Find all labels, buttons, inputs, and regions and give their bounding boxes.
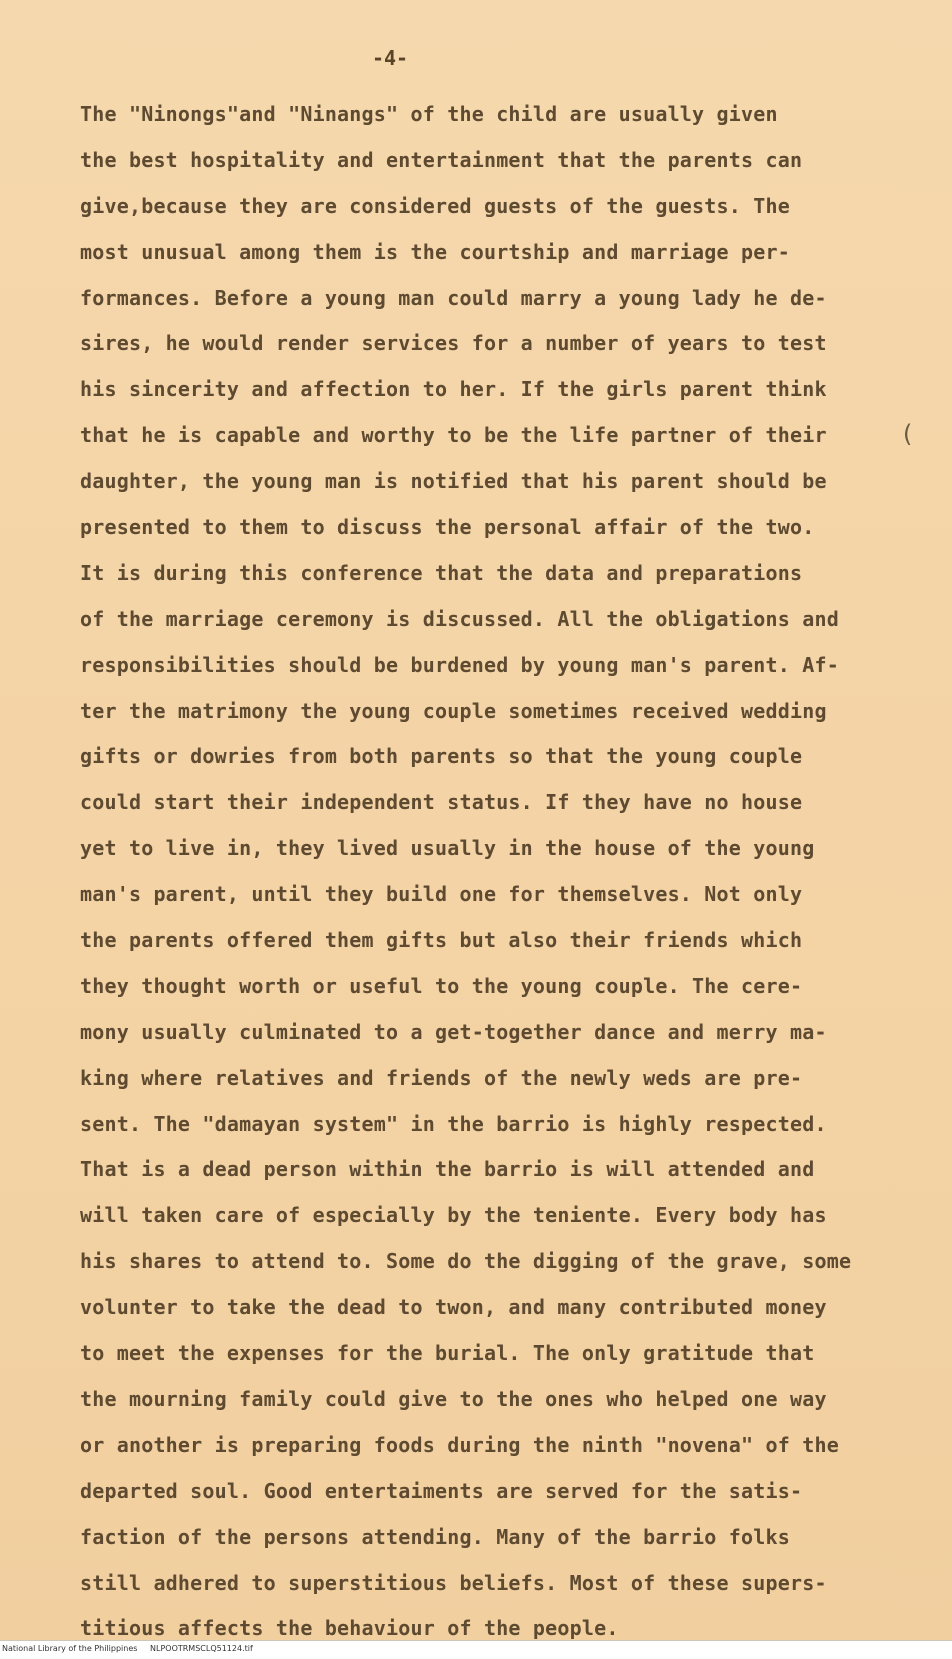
text-line: of the marriage ceremony is discussed. All the obligations and bbox=[80, 606, 839, 631]
text-line: ter the matrimony the young couple sometimes received wedding bbox=[80, 698, 827, 723]
text-line: responsibilities should be burdened by young man's parent. Af- bbox=[80, 652, 839, 677]
text-line: his shares to attend to. Some do the digging of the grave, some bbox=[80, 1249, 852, 1274]
text-line: they thought worth or useful to the young couple. The cere- bbox=[80, 973, 803, 998]
margin-mark: ( bbox=[900, 420, 915, 448]
text-line: That is a dead person within the barrio is will attended and bbox=[80, 1157, 815, 1182]
text-line: volunter to take the dead to twon, and many contributed money bbox=[80, 1295, 827, 1320]
page-number: -4- bbox=[371, 46, 409, 70]
text-line: man's parent, until they build one for themselves. Not only bbox=[80, 882, 803, 907]
text-line: to meet the expenses for the burial. The only gratitude that bbox=[80, 1341, 815, 1366]
text-line: sent. The "damayan system" in the barrio is highly respected. bbox=[80, 1111, 827, 1136]
footer-bar bbox=[0, 1640, 952, 1659]
text-line: still adhered to superstitious beliefs. Most of these supers- bbox=[80, 1570, 827, 1595]
text-line: daughter, the young man is notified that his parent should be bbox=[80, 469, 827, 494]
text-line: the parents offered them gifts but also their friends which bbox=[80, 928, 803, 953]
body-text bbox=[80, 92, 920, 1652]
text-line: king where relatives and friends of the newly weds are pre- bbox=[80, 1065, 803, 1090]
text-line: that he is capable and worthy to be the life partner of their bbox=[80, 423, 827, 448]
text-line: presented to them to discuss the personal affair of the two. bbox=[80, 515, 815, 540]
text-line: faction of the persons attending. Many of the barrio folks bbox=[80, 1524, 790, 1549]
text-line: departed soul. Good entertaiments are served for the satis- bbox=[80, 1478, 803, 1503]
text-line: his sincerity and affection to her. If the girls parent think bbox=[80, 377, 827, 402]
text-line: the best hospitality and entertainment that the parents can bbox=[80, 147, 803, 172]
text-line: gifts or dowries from both parents so that the young couple bbox=[80, 744, 803, 769]
footer-file-name: NLPOOTRMSCLQ51124.tif bbox=[150, 1644, 253, 1653]
text-line: give,because they are considered guests of the guests. The bbox=[80, 193, 790, 218]
text-line: or another is preparing foods during the ninth "novena" of the bbox=[80, 1432, 839, 1457]
text-line: sires, he would render services for a number of years to test bbox=[80, 331, 827, 356]
text-line: yet to live in, they lived usually in the house of the young bbox=[80, 836, 815, 861]
text-line: formances. Before a young man could marry a young lady he de- bbox=[80, 285, 827, 310]
text-line: The "Ninongs"and "Ninangs" of the child are usually given bbox=[80, 102, 778, 126]
text-line: It is during this conference that the data and preparations bbox=[80, 560, 803, 585]
text-line: most unusual among them is the courtship and marriage per- bbox=[80, 239, 790, 264]
text-line: could start their independent status. If they have no house bbox=[80, 790, 803, 815]
text-line: titious affects the behaviour of the people. bbox=[80, 1616, 619, 1641]
footer-library-name: National Library of the Philippines bbox=[2, 1644, 138, 1653]
text-line: mony usually culminated to a get-together dance and merry ma- bbox=[80, 1019, 827, 1044]
text-line: the mourning family could give to the ones who helped one way bbox=[80, 1386, 827, 1411]
text-line: will taken care of especially by the teniente. Every body has bbox=[80, 1203, 827, 1228]
